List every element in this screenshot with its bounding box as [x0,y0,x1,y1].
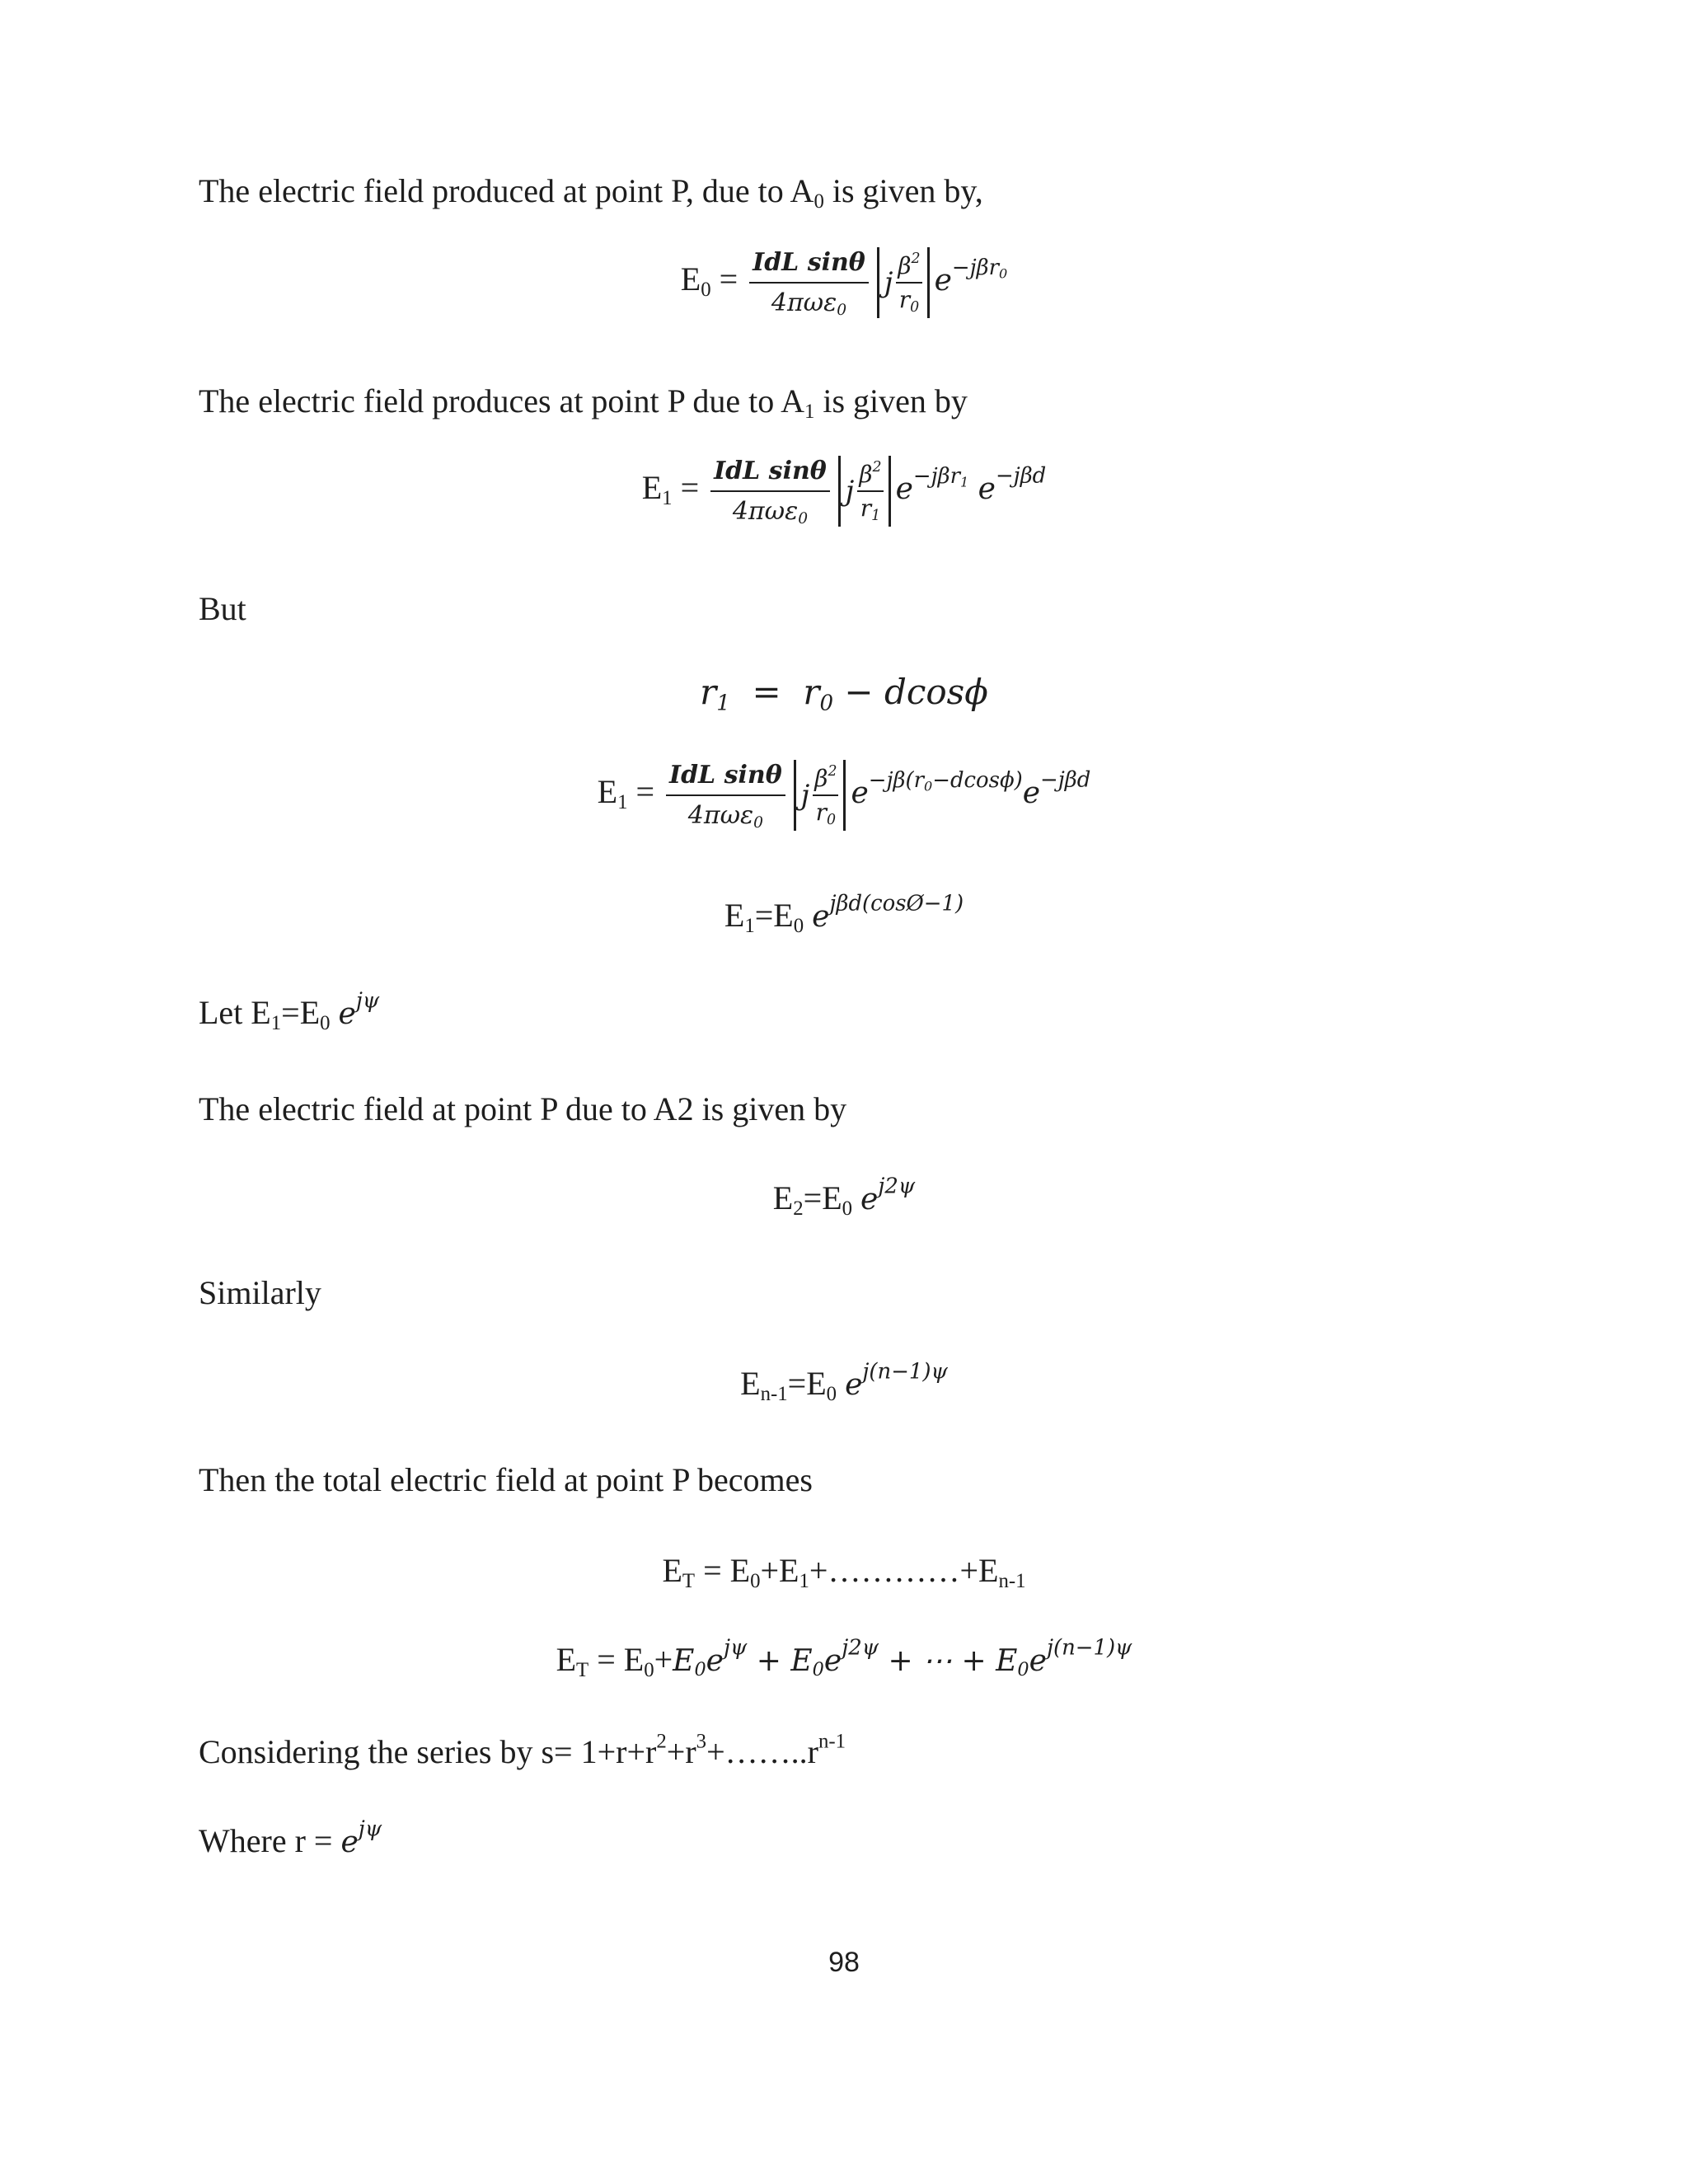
equation-et-expanded: $E_T = E_0+E_0e^{j\psi} + E_0e^{j2\psi}$ + ⋯ + $E_0e^{j(n-1)\psi}$ [556,1635,1132,1681]
paragraph-total-field: Then the total electric field at point P becomes [199,1461,813,1498]
equation-e1-c: $E_1=E_0$ $e^{j\beta d(cosØ-1)}$ [724,891,964,937]
paragraph-similarly: Similarly [199,1274,321,1311]
paragraph-but: But [199,590,246,627]
paragraph-let: Let $E_1=E_0$ $e^{j\psi}$ [199,988,380,1034]
equation-e1-a: $E_1$ = $\frac{\text{IdL sinθ}}{4\pi\omega\varepsilon_0}$ j $\frac{\beta^2}{r_1}$ $e^{-j\beta r_1}$ $e^{-j\beta d}$ [641,457,1047,528]
paragraph-field-a0: The electric field produced at point P, due to $A_0$ is given by, [199,172,983,213]
paragraph-where-r: Where $r = e^{j\psi}$ [199,1816,382,1859]
equation-et-sum: $E_T$ = $E_0+E_1+\dots\dots\dots\dots+E_{n-1}$ [662,1552,1026,1592]
paragraph-field-a2: The electric field at point P due to A2 is given by [199,1090,847,1127]
equation-r1: $r_1 = r_0 - dcos\phi$ [700,672,988,716]
paragraph-field-a1: The electric field produces at point P due to $A_1$ is given by [199,382,968,423]
equation-e0: $E_0$ = $\frac{\text{IdL sinθ}}{4\pi\omega\varepsilon_0}$ j $\frac{\beta^2}{r_0}$ $e^{-j\beta r_0}$ [680,248,1008,320]
paragraph-series: Considering the series by $s= 1+r+r^2+r^3+\dots\dots..r^{n-1}$ [199,1730,846,1770]
equation-en-1: $E_{n-1}=E_0$ $e^{j(n-1)\psi}$ [740,1359,948,1405]
page-number: 98 [828,1947,860,1978]
equation-e2: $E_2=E_0$ $e^{j2\psi}$ [772,1174,916,1220]
equation-e1-b: $E_1$ = $\frac{\text{IdL sinθ}}{4\pi\omega\varepsilon_0}$ j $\frac{\beta^2}{r_0}$ $e^{-j\beta(r_0-dcos\phi)}e^{-j\beta d}$ [597,761,1091,832]
